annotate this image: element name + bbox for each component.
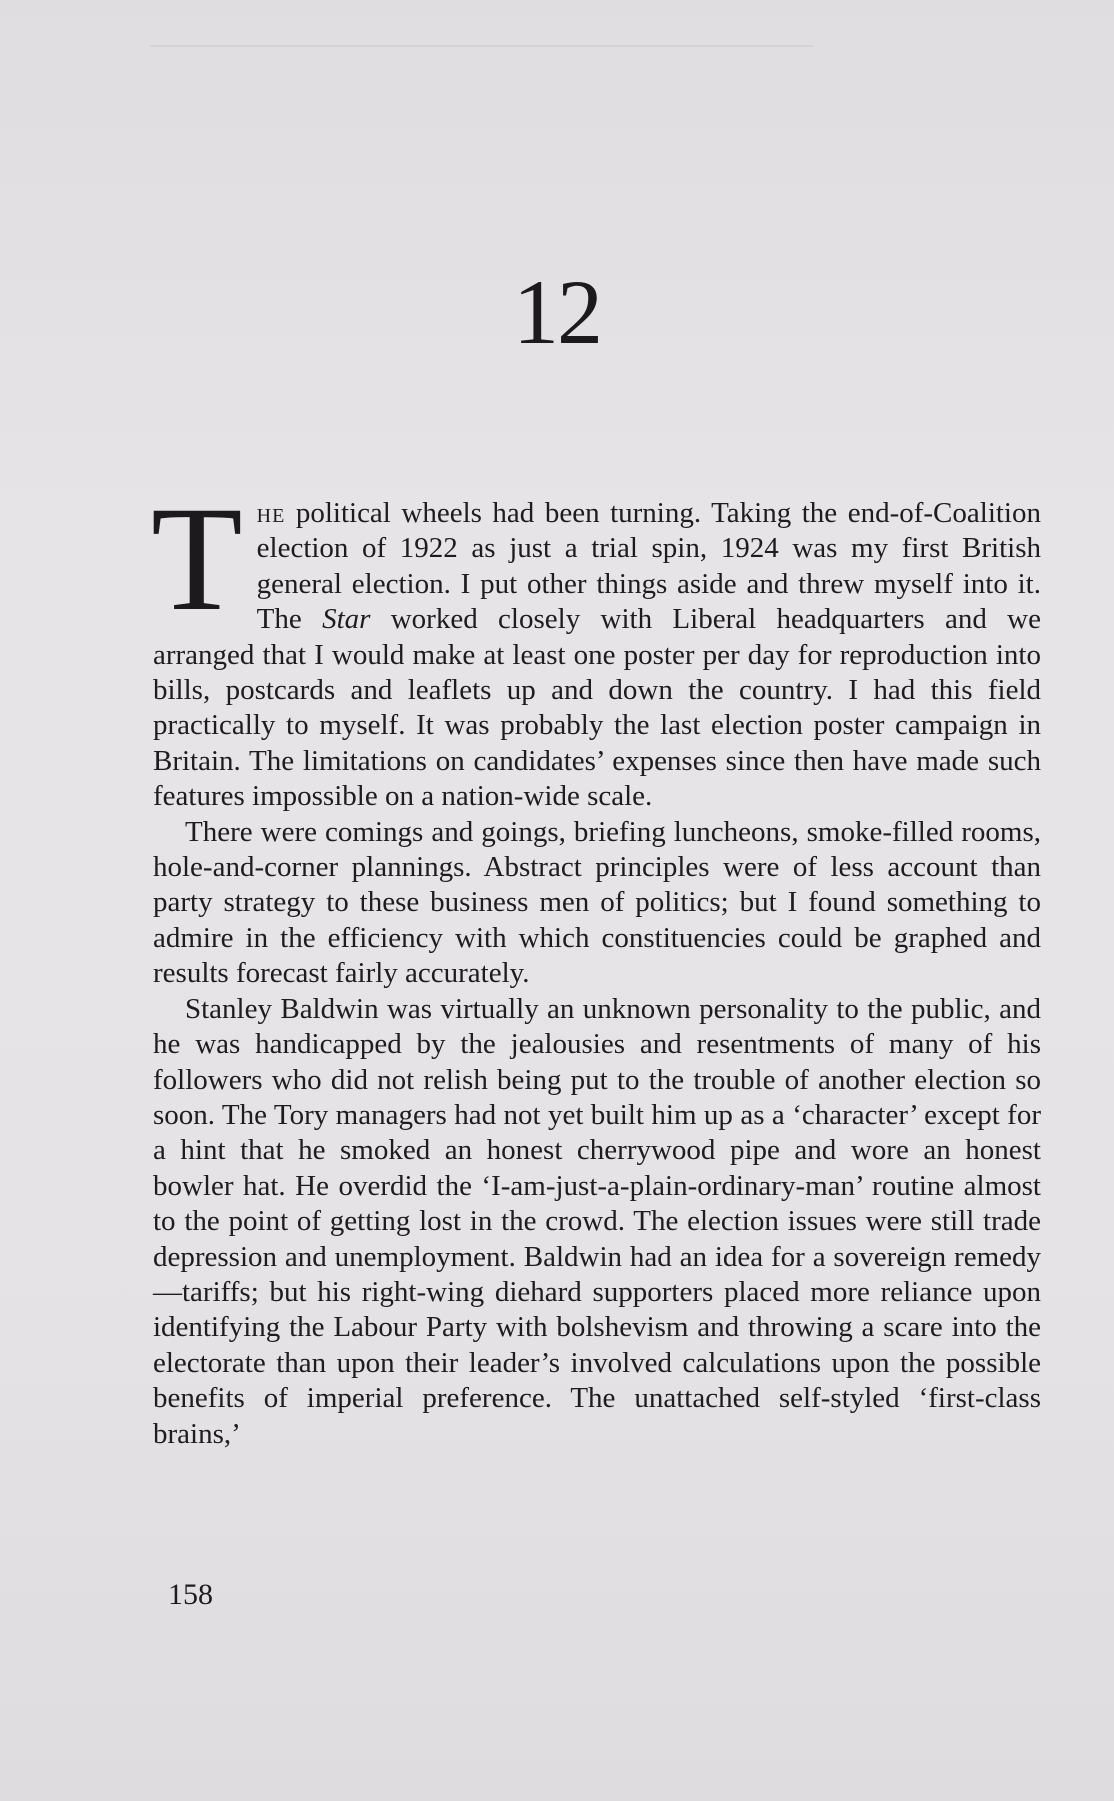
show-through-texture: ──────────────────────────────────── xyxy=(150,31,814,60)
drop-cap: T xyxy=(151,476,243,642)
paragraph-2: There were comings and goings, briefing luncheons, smoke-filled rooms, hole-and-corner plannings. Abstract principles were of less account than party strategy to these business men of politics; but I found something to admire in the efficiency with which constituencies could be graphed and results forecast fairly accurately. xyxy=(153,815,1041,990)
newspaper-title-italic: Star xyxy=(322,603,371,636)
paragraph-1-text-a: political wheels had been turning. Taking the end-of-Coalition election of 1922 as just a trial spin, 1924 was my first British general election. I put other things aside and threw myself into it. The xyxy=(256,497,1041,636)
paragraph-1 xyxy=(151,476,1041,815)
paragraph-3: Stanley Baldwin was virtually an unknown personality to the public, and he was handicapped by the jealousies and resentments of many of his followers who did not relish being put to the trouble of another election so soon. The Tory managers had not yet built him up as a ‘character’ except for a hint that he smoked an honest cherrywood pipe and wore an honest bowler hat. He overdid the ‘I-am-just-a-plain-ordinary-man’ routine almost to the point of getting lost in the crowd. The election issues were still trade depression and unemployment. Baldwin had an idea for a sovereign remedy—tariffs; but his right-wing diehard supporters placed more reliance upon identifying the Labour Party with bolshevism and throwing a scare into the electorate than upon their leader’s involved calculations upon the possible benefits of imperial preference. The unattached self-styled ‘first-class brains,’ xyxy=(153,992,1041,1450)
paragraph-1-text-b: worked closely with Liberal headquarters and we arranged that I would make at least one poster per day for reproduction into bills, postcards and leaflets up and down the country. I had this field practically to myself. It was probably the last election poster campaign in Britain. The limitations on candidates’ expenses since then have made such features impossible on a nation-wide scale. xyxy=(153,603,1041,813)
page-number: 158 xyxy=(168,1578,213,1611)
small-caps-lead: he xyxy=(256,497,286,529)
body-text xyxy=(151,476,1041,1452)
chapter-number: 12 xyxy=(513,261,601,363)
